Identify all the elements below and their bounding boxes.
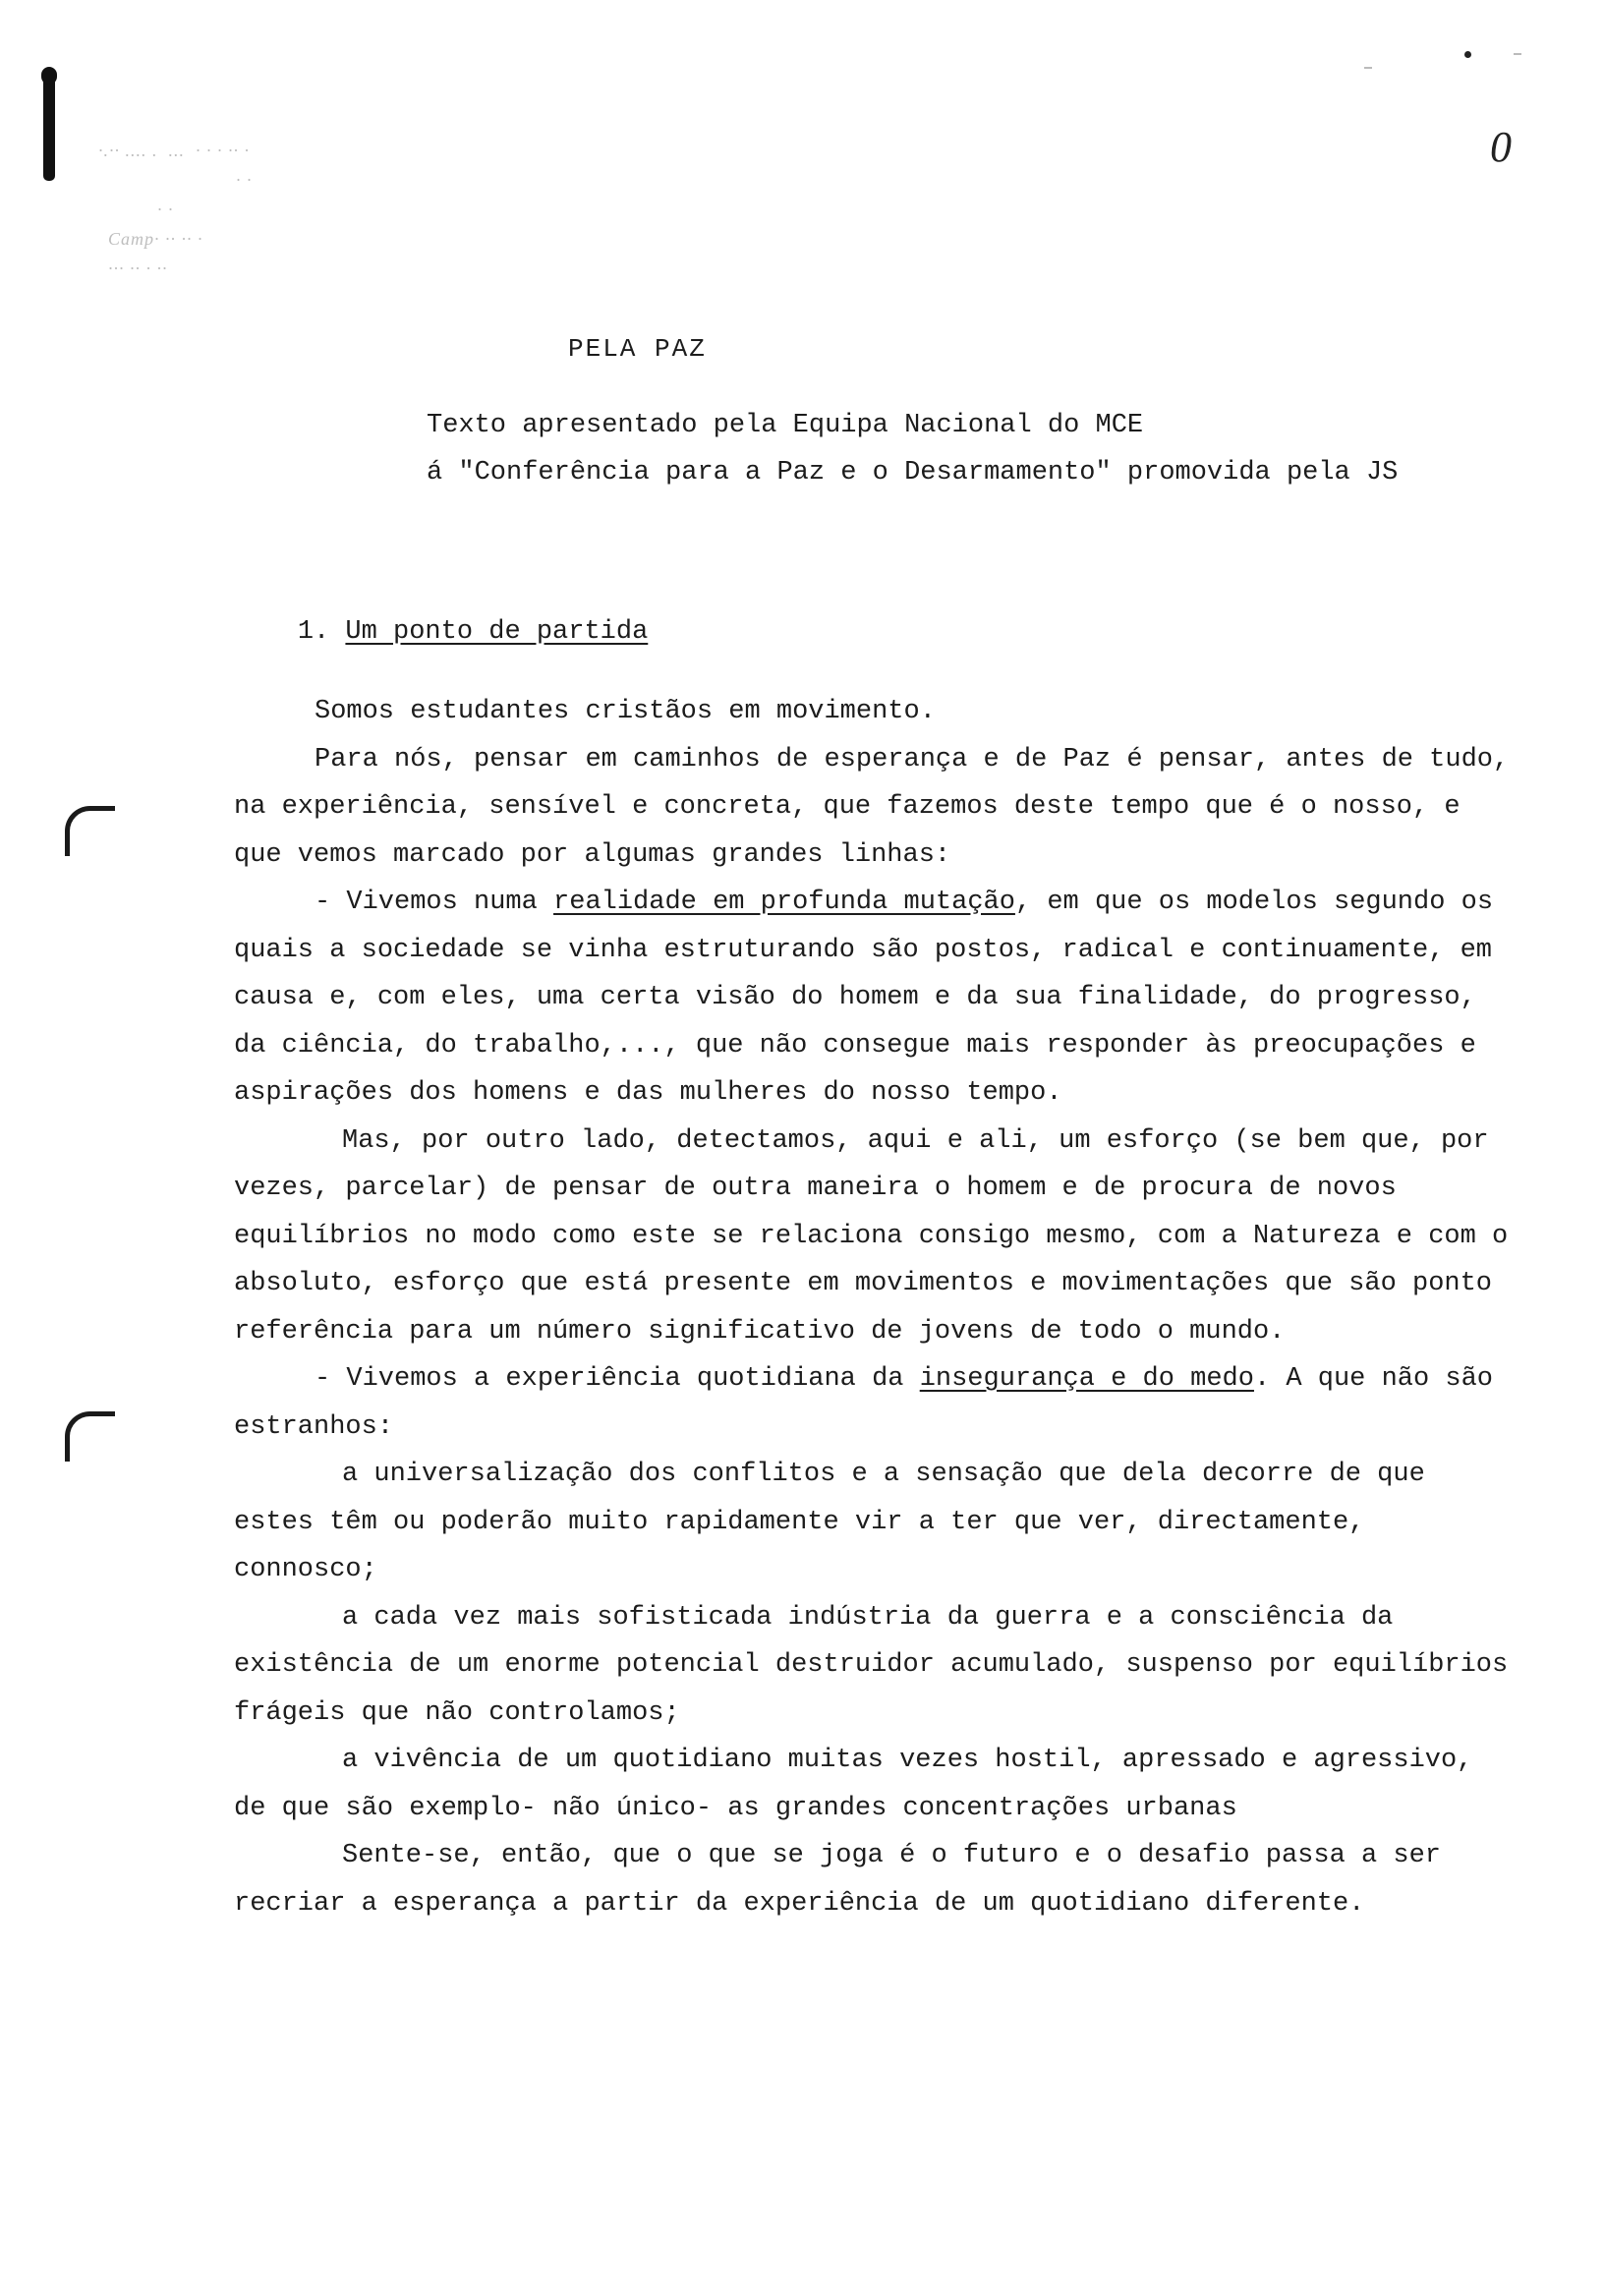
stamp-line: Camp· ·· ·· · (108, 229, 203, 249)
body-text (234, 688, 1512, 1927)
binder-clip (43, 71, 55, 181)
punch-hole-mark (65, 806, 115, 856)
paragraph: a cada vez mais sofisticada indústria da guerra e a consciência da existência de um enorme potencial destruidor acumulado, suspenso por equilíbrios frágeis que não controlamos; (234, 1602, 1509, 1728)
punch-hole-mark (65, 1411, 115, 1462)
subtitle-line-1: Texto apresentado pela Equipa Nacional do MCE (427, 411, 1144, 440)
page-marker: 0 (1490, 123, 1512, 171)
paragraph: Para nós, pensar em caminhos de esperança e de Paz é pensar, antes de tudo, na experiência, sensível e concreta, que fazemos deste tempo que é o nosso, e que vemos marcado por algumas grandes linhas: (234, 744, 1510, 870)
paragraph: Mas, por outro lado, detectamos, aqui e ali, um esforço (se bem que, por vezes, parcelar) de pensar de outra maneira o homem e de procura de novos equilíbrios no modo como este se relaciona consigo mesmo, com a Natureza e com o absoluto, esforço que está presente em movimentos e movimentações que são ponto referência para um número significativo de jovens de todo o mundo. (234, 1125, 1509, 1347)
stamp-line: ·.·· .... . ... · · · ·· · (98, 141, 250, 160)
section-heading-text: Um ponto de partida (345, 617, 649, 647)
paragraph-text: - Vivemos a experiência quotidiana da (315, 1364, 920, 1394)
section-number: 1. (297, 617, 330, 647)
stamp-line: · · (157, 200, 174, 219)
scan-speck (1514, 53, 1521, 55)
paragraph: a vivência de um quotidiano muitas vezes hostil, apressado e agressivo, de que são exemplo- não único- as grandes concentrações urbanas (234, 1746, 1473, 1823)
paragraph-text: , em que os modelos segundo os quais a sociedade se vinha estruturando são postos, radical e continuamente, em causa e, com eles, uma certa visão do homem e da sua finalidade, do progresso, da ciência, do trabalho,..., que não consegue mais responder às preocupações e aspirações dos homens e das mulheres do nosso tempo. (234, 888, 1494, 1108)
binder-clip-tip (41, 67, 57, 85)
faded-stamp (98, 136, 253, 283)
paragraph (234, 879, 1512, 1118)
paragraph (234, 1355, 1512, 1451)
underlined-phrase: insegurança e do medo (919, 1364, 1254, 1394)
stamp-line: ··· ·· · ·· (108, 258, 168, 278)
paragraph: Somos estudantes cristãos em movimento. (315, 697, 936, 726)
paragraph: Sente-se, então, que o que se joga é o futuro e o desafio passa a ser recriar a esperança a partir da experiência de um quotidiano diferente. (234, 1841, 1441, 1919)
scan-speck (1464, 51, 1471, 58)
section-heading (234, 588, 648, 676)
subtitle-line-2: á "Conferência para a Paz e o Desarmamento" promovida pela JS (427, 458, 1399, 488)
underlined-phrase: realidade em profunda mutação (553, 888, 1015, 917)
document-title: PELA PAZ (568, 334, 707, 364)
paragraph: a universalização dos conflitos e a sensação que dela decorre de que estes têm ou poderão muito rapidamente vir a ter que ver, directamente, connosco; (234, 1460, 1425, 1584)
stamp-line: · · (236, 170, 253, 190)
paragraph-text: - Vivemos numa (315, 888, 554, 917)
paragraph-text: . A que não são estranhos: (234, 1364, 1494, 1442)
scan-speck (1364, 67, 1372, 69)
